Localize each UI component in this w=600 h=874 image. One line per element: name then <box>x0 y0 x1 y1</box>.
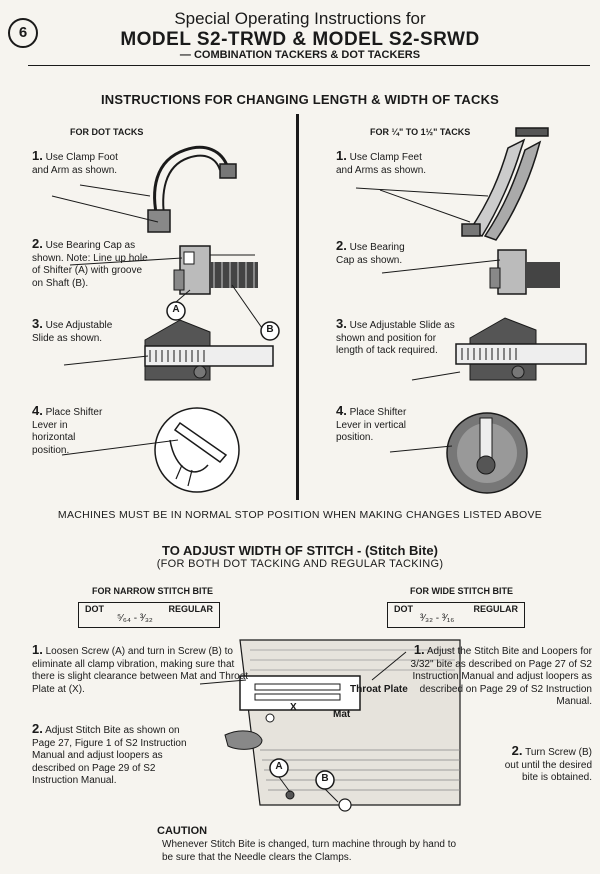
gauge-regular-label: REGULAR <box>473 604 518 614</box>
x-label: X <box>290 702 297 713</box>
clamp-feet-illustration <box>462 128 548 240</box>
gauge-dot-label: DOT <box>394 604 413 614</box>
wide-bite-gauge <box>387 602 525 628</box>
step-number: 1. <box>32 642 43 657</box>
header-model-title: MODEL S2-TRWD & MODEL S2-SRWD <box>120 29 480 50</box>
step-number: 1. <box>336 148 347 163</box>
page-number: 6 <box>8 18 38 48</box>
clamp-foot-illustration <box>148 147 236 232</box>
gauge-regular-label: REGULAR <box>168 604 213 614</box>
step-text: Use Clamp Foot and Arm as shown. <box>32 152 118 176</box>
step-number: 2. <box>336 238 347 253</box>
caution-text: Whenever Stitch Bite is changed, turn machine through by hand to be sure that the Needle clears the Clamps. <box>162 839 457 863</box>
step-text: Adjust the Stitch Bite and Loopers for 3/32" bite as described on Page 27 of S2 Instruction Manual and adjust loopers as described on Page 29 of S2 Instruction Manual. <box>410 646 592 707</box>
step-text: Place Shifter Lever in vertical position. <box>336 407 407 443</box>
gauge-range: ³⁄₃₂ - ³⁄₁₆ <box>420 613 455 624</box>
step-number: 4. <box>336 403 347 418</box>
step-text: Place Shifter Lever in horizontal position. <box>32 407 103 456</box>
step-number: 2. <box>511 743 523 758</box>
step-number: 2. <box>32 721 43 736</box>
wide-step-2 <box>500 745 592 785</box>
throat-plate-label: Throat Plate <box>350 684 408 695</box>
wide-step-1 <box>408 644 592 709</box>
step-text: Use Bearing Cap as shown. <box>336 242 405 266</box>
callout-a-label: A <box>172 304 180 315</box>
step-number: 2. <box>32 236 43 251</box>
mat-label: Mat <box>333 709 351 720</box>
bearing-cap-illustration <box>174 246 258 294</box>
shifter-lever-horizontal-illustration <box>155 408 239 492</box>
narrow-bite-heading: FOR NARROW STITCH BITE <box>92 586 213 596</box>
callout-b-label-2: B <box>321 773 329 784</box>
step-number: 4. <box>32 403 43 418</box>
callout-b-label: B <box>266 324 274 335</box>
section-2-title: TO ADJUST WIDTH OF STITCH - (Stitch Bite) <box>162 543 438 558</box>
narrow-step-1 <box>32 644 257 696</box>
step-number: 3. <box>336 316 347 331</box>
step-text: Use Clamp Feet and Arms as shown. <box>336 152 427 176</box>
header-subtitle: — COMBINATION TACKERS & DOT TACKERS <box>179 49 421 61</box>
stop-position-banner: MACHINES MUST BE IN NORMAL STOP POSITION WHEN MAKING CHANGES LISTED ABOVE <box>57 509 543 521</box>
callout-a-label-2: A <box>275 761 283 772</box>
step-text: Loosen Screw (A) and turn in Screw (B) to eliminate all clamp vibration, making sure that there is slight clearance between Mat and Throat Plate at (X). <box>32 646 249 695</box>
bearing-cap-illustration-right <box>490 250 560 294</box>
step-number: 1. <box>32 148 43 163</box>
narrow-step-2 <box>32 723 202 788</box>
caution-heading: CAUTION <box>157 825 208 837</box>
narrow-bite-gauge <box>78 602 220 628</box>
gauge-range: ⁵⁄₆₄ - ³⁄₃₂ <box>117 613 153 624</box>
step-text: Use Bearing Cap as shown. Note: Line up hole of Shifter (A) with groove on Shaft (B). <box>32 240 148 289</box>
section-1-title: INSTRUCTIONS FOR CHANGING LENGTH & WIDTH OF TACKS <box>100 92 500 107</box>
wide-bite-heading: FOR WIDE STITCH BITE <box>410 586 513 596</box>
step-text: Use Adjustable Slide as shown and position for length of tack required. <box>336 320 455 356</box>
section-2-subtitle: (FOR BOTH DOT TACKING AND REGULAR TACKING) <box>156 558 444 570</box>
adjustable-slide-illustration <box>145 320 273 380</box>
step-text: Turn Screw (B) out until the desired bite is obtained. <box>504 747 592 783</box>
step-text: Adjust Stitch Bite as shown on Page 27, Figure 1 of S2 Instruction Manual and adjust loopers as described on Page 29 of S2 Instruction Manual. <box>32 725 187 786</box>
header-line-1: Special Operating Instructions for <box>174 9 426 28</box>
step-number: 3. <box>32 316 43 331</box>
step-number: 1. <box>413 642 425 657</box>
adjustable-slide-illustration-right <box>456 318 586 380</box>
tacks-range-heading: FOR ¼" TO 1½" TACKS <box>370 127 471 137</box>
step-text: Use Adjustable Slide as shown. <box>32 320 113 344</box>
dot-tacks-heading: FOR DOT TACKS <box>70 127 144 137</box>
gauge-dot-label: DOT <box>85 604 104 614</box>
shifter-lever-vertical-illustration <box>447 413 527 493</box>
